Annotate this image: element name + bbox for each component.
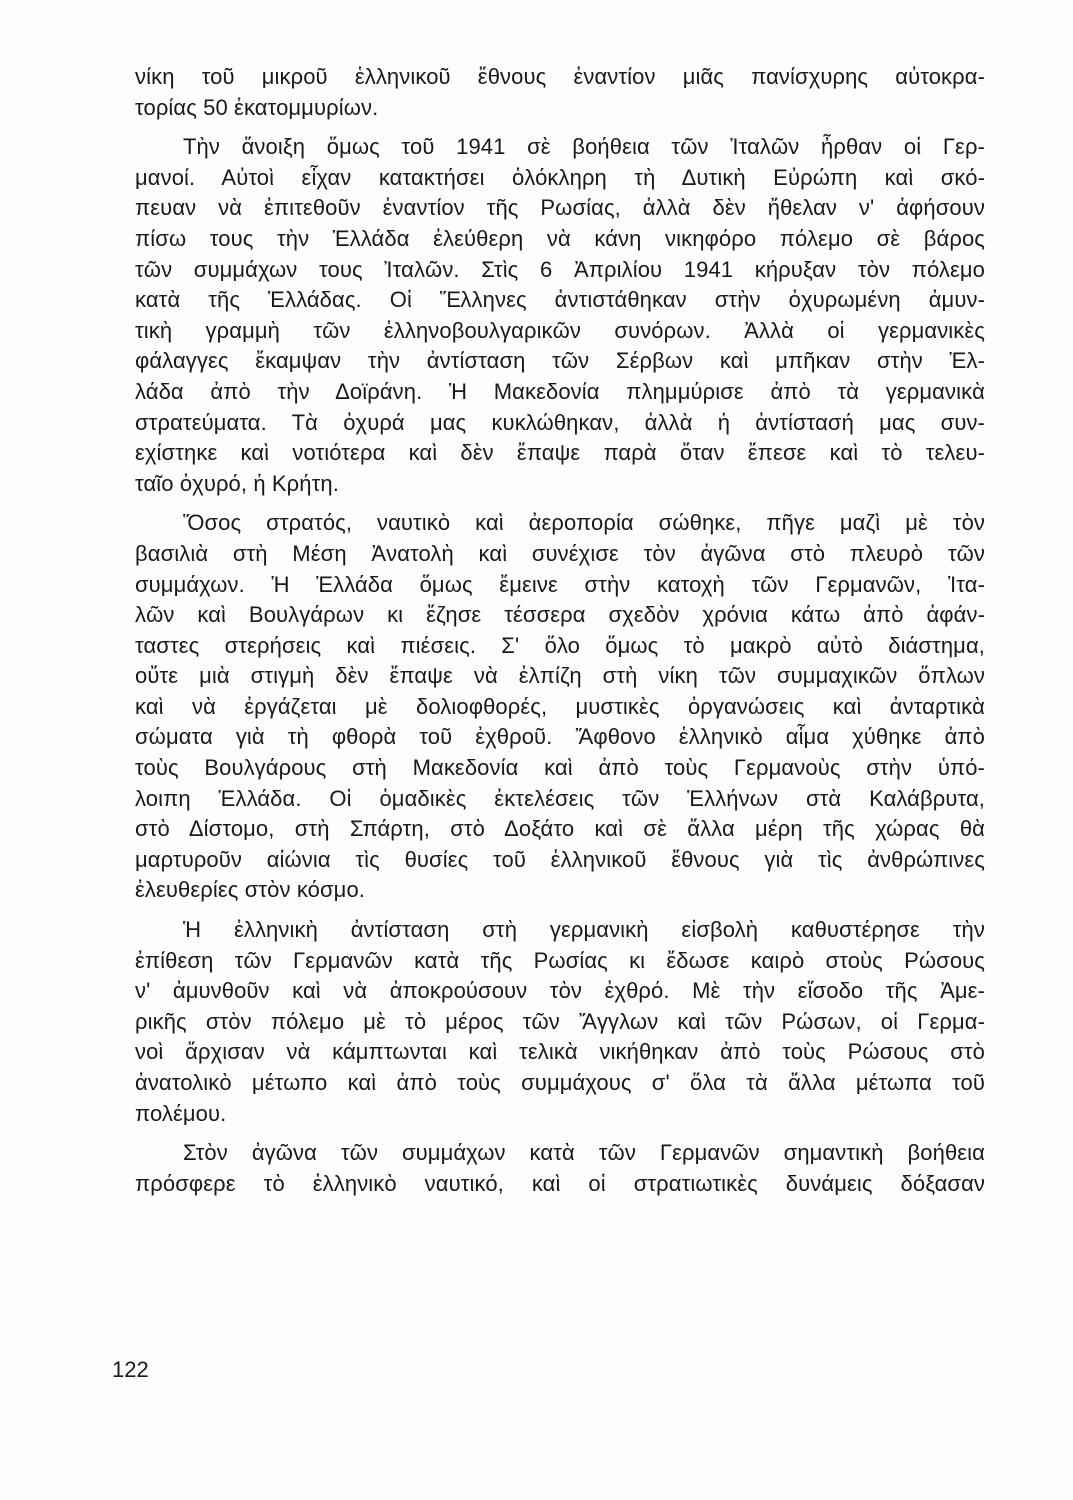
text-line: στὸ Δίστομο, στὴ Σπάρτη, στὸ Δοξάτο καὶ σὲ ἄλλα μέρη τῆς χώρας θὰ (135, 816, 985, 842)
text-line: τῶν συμμάχων τους Ἰταλῶν. Στὶς 6 Ἀπριλίου 1941 κήρυξαν τὸν πόλεμο (135, 256, 985, 282)
text-line: καὶ νὰ ἐργάζεται μὲ δολιοφθορές, μυστικὲς ὀργανώσεις καὶ ἀνταρτικὰ (135, 693, 985, 719)
text-line: ἐπίθεση τῶν Γερμανῶν κατὰ τῆς Ρωσίας κι ἔδωσε καιρὸ στοὺς Ρώσους (135, 947, 985, 973)
text-line: φάλαγγες ἔκαμψαν τὴν ἀντίσταση τῶν Σέρβων καὶ μπῆκαν στὴν Ἑλ- (135, 348, 985, 374)
text-line: κατὰ τῆς Ἑλλάδας. Οἱ Ἕλληνες ἀντιστάθηκαν στὴν ὀχυρωμένη ἀμυν- (135, 287, 985, 313)
text-line: λοιπη Ἑλλάδα. Οἱ ὁμαδικὲς ἐκτελέσεις τῶν Ἑλλήνων στὰ Καλάβρυτα, (135, 785, 985, 811)
text-line: Τὴν ἄνοιξη ὅμως τοῦ 1941 σὲ βοήθεια τῶν Ἰταλῶν ἦρθαν οἱ Γερ- (183, 134, 985, 160)
paragraph (135, 508, 985, 906)
text-line: τοὺς Βουλγάρους στὴ Μακεδονία καὶ ἀπὸ τοὺς Γερμανοὺς στὴν ὑπό- (135, 755, 985, 781)
text-line: τικὴ γραμμὴ τῶν ἑλληνοβουλγαρικῶν συνόρων. Ἀλλὰ οἱ γερμανικὲς (135, 317, 985, 343)
paragraph (135, 1138, 985, 1199)
paragraph (135, 62, 985, 123)
text-line: συμμάχων. Ἡ Ἑλλάδα ὅμως ἔμεινε στὴν κατοχὴ τῶν Γερμανῶν, Ἰτα- (135, 571, 985, 597)
text-line: πευαν νὰ ἐπιτεθοῦν ἐναντίον τῆς Ρωσίας, ἀλλὰ δὲν ἤθελαν ν' ἀφήσουν (135, 195, 985, 221)
page-number: 122 (112, 1357, 149, 1382)
text-line: τορίας 50 ἑκατομμυρίων. (135, 94, 379, 120)
paragraph (135, 915, 985, 1129)
text-line: ταστες στερήσεις καὶ πιέσεις. Σ' ὅλο ὅμως τὸ μακρὸ αὐτὸ διάστημα, (135, 632, 985, 658)
text-line: βασιλιὰ στὴ Μέση Ἀνατολὴ καὶ συνέχισε τὸν ἀγῶνα στὸ πλευρὸ τῶν (135, 540, 985, 566)
text-line: ν' ἀμυνθοῦν καὶ νὰ ἀποκρούσουν τὸν ἐχθρό. Μὲ τὴν εἴσοδο τῆς Ἀμε- (135, 978, 985, 1004)
text-line: μανοί. Αὐτοὶ εἶχαν κατακτήσει ὁλόκληρη τὴ Δυτικὴ Εὐρώπη καὶ σκό- (135, 164, 985, 190)
text-line: πρόσφερε τὸ ἑλληνικὸ ναυτικό, καὶ οἱ στρατιωτικὲς δυνάμεις δόξασαν (135, 1170, 985, 1196)
text-line: πολέμου. (135, 1100, 227, 1126)
text-line: οὔτε μιὰ στιγμὴ δὲν ἔπαψε νὰ ἐλπίζη στὴ νίκη τῶν συμμαχικῶν ὅπλων (135, 663, 985, 689)
text-line: Στὸν ἀγῶνα τῶν συμμάχων κατὰ τῶν Γερμανῶν σημαντικὴ βοήθεια (183, 1140, 985, 1166)
text-line: πίσω τους τὴν Ἑλλάδα ἐλεύθερη νὰ κάνη νικηφόρο πόλεμο σὲ βάρος (135, 225, 985, 251)
body-text (135, 62, 985, 1199)
text-line: μαρτυροῦν αἰώνια τὶς θυσίες τοῦ ἑλληνικοῦ ἔθνους γιὰ τὶς ἀνθρώπινες (135, 846, 985, 872)
text-line: νοὶ ἄρχισαν νὰ κάμπτωνται καὶ τελικὰ νικήθηκαν ἀπὸ τοὺς Ρώσους στὸ (135, 1039, 985, 1065)
text-line: ταῖο ὀχυρό, ἡ Κρήτη. (135, 470, 339, 496)
text-line: ἀνατολικὸ μέτωπο καὶ ἀπὸ τοὺς συμμάχους σ' ὅλα τὰ ἄλλα μέτωπα τοῦ (135, 1070, 985, 1095)
text-line: εχίστηκε καὶ νοτιότερα καὶ δὲν ἔπαψε παρὰ ὅταν ἔπεσε καὶ τὸ τελευ- (135, 440, 985, 466)
paragraph (135, 132, 985, 499)
text-line: σώματα γιὰ τὴ φθορὰ τοῦ ἐχθροῦ. Ἄφθονο ἑλληνικὸ αἷμα χύθηκε ἀπὸ (135, 724, 985, 750)
text-line: στρατεύματα. Τὰ ὀχυρά μας κυκλώθηκαν, ἀλλὰ ἡ ἀντίστασή μας συν- (135, 409, 985, 435)
text-line: Ὅσος στρατός, ναυτικὸ καὶ ἀεροπορία σώθηκε, πῆγε μαζὶ μὲ τὸν (183, 510, 985, 536)
text-line: νίκη τοῦ μικροῦ ἑλληνικοῦ ἔθνους ἐναντίον μιᾶς πανίσχυρης αὐτοκρα- (135, 64, 985, 89)
text-line: ἐλευθερίες στὸν κόσμο. (135, 877, 365, 903)
text-line: λῶν καὶ Βουλγάρων κι ἔζησε τέσσερα σχεδὸν χρόνια κάτω ἀπὸ ἀφάν- (135, 602, 985, 628)
text-line: λάδα ἀπὸ τὴν Δοϊράνη. Ἡ Μακεδονία πλημμύρισε ἀπὸ τὰ γερμανικὰ (135, 378, 985, 404)
text-line: ρικῆς στὸν πόλεμο μὲ τὸ μέρος τῶν Ἄγγλων καὶ τῶν Ρώσων, οἱ Γερμα- (135, 1008, 985, 1034)
text-line: Ἡ ἑλληνικὴ ἀντίσταση στὴ γερμανικὴ εἰσβολὴ καθυστέρησε τὴν (183, 917, 985, 943)
